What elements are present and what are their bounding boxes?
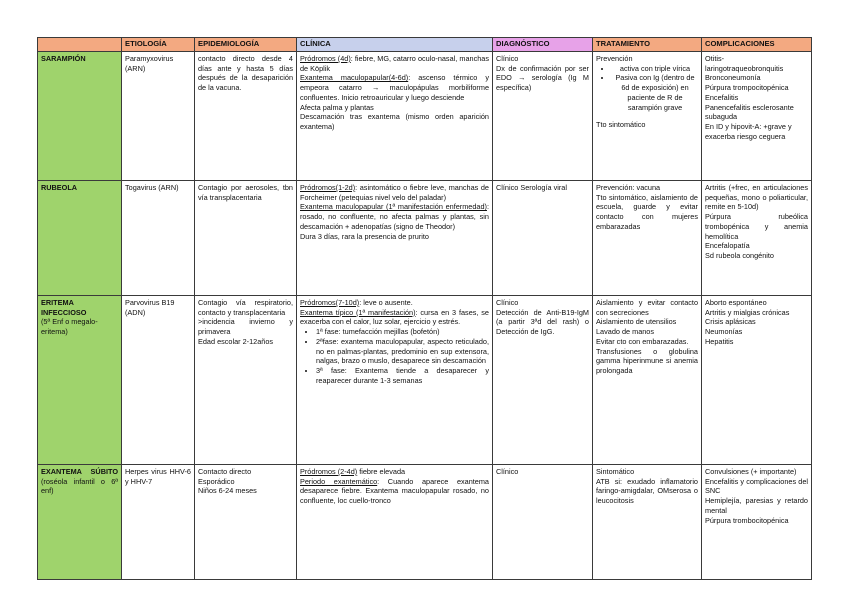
header-diagnostico: DIAGNÓSTICO xyxy=(493,38,593,52)
clinica-text: : Cuando aparece exantema desaparece fiebre. Exantema maculopapular rosado, no confluente, loc cuello-tronco xyxy=(300,476,489,506)
diagnostico-cell: Clínico Dx de confirmación por ser EDO → serología (Ig M específica) xyxy=(493,52,593,181)
disease-name-cell xyxy=(38,296,122,465)
tratamiento-list xyxy=(596,64,698,113)
clinica-cell xyxy=(297,52,493,181)
exanthem-table xyxy=(37,37,812,580)
clinica-cell xyxy=(297,181,493,296)
disease-name: RUBEOLA xyxy=(38,181,122,296)
tratamiento-cell xyxy=(593,52,702,181)
epidemiologia-cell: contacto directo desde 4 días ante y hasta 5 días después de la desaparición de la vacuna. xyxy=(195,52,297,181)
tratamiento-title: Prevención xyxy=(596,54,633,63)
complicaciones-cell: Convulsiones (+ importante) Encefalitis y complicaciones del SNC Hemiplejía, paresias y retardo mental Púrpura trombocitopénica xyxy=(702,465,812,580)
tratamiento-extra: Tto sintomático xyxy=(596,120,646,130)
clinica-label: Exantema típico (1ª manifestación) xyxy=(300,307,416,317)
tratamiento-cell: Aislamiento y evitar contacto con secreciones Aislamiento de utensilios Lavado de manos Evitar cto con embarazadas. Transfusiones o globulina gamma hiperinmune si anemia prolongada xyxy=(593,296,702,465)
clinica-text: Afecta palma y plantas xyxy=(300,102,374,112)
header-epidemiologia: EPIDEMIOLOGÍA xyxy=(195,38,297,52)
table-row xyxy=(38,465,812,580)
clinica-text: fiebre elevada xyxy=(357,467,406,476)
tratamiento-cell: Sintomático ATB si: exudado inflamatorio faringo-amigdalar, OMserosa o leucocitosis xyxy=(593,465,702,580)
disease-name: SARAMPIÓN xyxy=(38,52,122,181)
header-clinica: CLÍNICA xyxy=(297,38,493,52)
table-row xyxy=(38,181,812,296)
etiologia-cell: Paramyxovirus (ARN) xyxy=(122,52,195,181)
disease-name-cell xyxy=(38,465,122,580)
clinica-text: : cursa en 3 fases, se exacerba con el calor, luz solar, ejercicio y estrés. xyxy=(300,307,489,327)
clinica-list xyxy=(300,327,489,385)
clinica-label: Periodo exantemático xyxy=(300,476,378,486)
clinica-text: : ascenso térmico y empeora catarro → maculopápulas morbiliforme confluentes. Inicio retroauricular y luego desciende xyxy=(300,73,490,102)
epidemiologia-cell: Contacto directo Esporádico Niños 6-24 meses xyxy=(195,465,297,580)
clinica-text: Dura 3 días, rara la presencia de prurito xyxy=(300,231,429,241)
clinica-label: Pródromos(1-2d) xyxy=(300,183,356,192)
clinica-text: : rosado, no confluente, no afecta palmas y plantas, sin descamación + adenopatías (signo de Theodor) xyxy=(300,202,489,231)
header-etiologia: ETIOLOGÍA xyxy=(122,38,195,52)
clinica-label: Pródromos(7-10d) xyxy=(300,298,360,307)
epidemiologia-cell: Contagio vía respiratorio, contacto y transplacentaria >incidencia invierno y primavera Edad escolar 2-12años xyxy=(195,296,297,465)
disease-name: ERITEMA INFECCIOSO xyxy=(41,298,87,317)
clinica-text: : leve o ausente. xyxy=(359,298,413,307)
clinica-label: Pródromos (2-4d) xyxy=(300,467,358,476)
header-blank xyxy=(38,38,122,52)
clinica-label: Pródromos (4d) xyxy=(300,54,351,63)
clinica-label: Exantema maculopapular(4-6d) xyxy=(300,73,409,83)
etiologia-cell: Herpes virus HHV-6 y HHV-7 xyxy=(122,465,195,580)
clinica-cell xyxy=(297,465,493,580)
complicaciones-cell: Otitis- laringotraqueobronquitis Bronconeumonía Púrpura trompocitopénica Encefalitis Panencefalitis esclerosante subaguda En ID y hipovit-A: +grave y exacerba riesgo ceguera xyxy=(702,52,812,181)
disease-subname: (roséola infantil o 6ª enf) xyxy=(41,476,118,496)
header-row xyxy=(38,38,812,52)
diagnostico-cell: Clínico xyxy=(493,465,593,580)
disease-subname: (5ª Enf o megalo-eritema) xyxy=(41,317,98,337)
clinica-cell xyxy=(297,296,493,465)
tratamiento-cell: Prevención: vacuna Tto sintomático, aislamiento de escuela, guarde y evitar contacto con mujeres embarazadas xyxy=(593,181,702,296)
diagnostico-cell: Clínico Serología viral xyxy=(493,181,593,296)
clinica-text: : asintomático o fiebre leve, manchas de Forcheimer (petequias nivel velo del paladar) xyxy=(300,183,489,202)
table-row xyxy=(38,296,812,465)
complicaciones-cell: Artritis (+frec, en articulaciones pequeñas, mono o poliarticular, remite en 5-10d) Púrpura rubeólica trombopénica y anemia hemolítica Encefalopatía Sd rubeola congénito xyxy=(702,181,812,296)
etiologia-cell: Parvovirus B19 (ADN) xyxy=(122,296,195,465)
list-item: • activa con triple vírica xyxy=(612,64,698,74)
clinica-label: Exantema maculopapular (1ª manifestación enfermedad) xyxy=(300,202,487,212)
clinica-text: Descamación tras exantema (mismo orden aparición exantema) xyxy=(300,112,489,131)
list-item: • Pasiva con Ig (dentro de 6d de exposición) en paciente de R de sarampión grave xyxy=(612,73,698,112)
list-item: • 2ªfase: exantema maculopapular, aspecto reticulado, no en palmas-plantas, predominio en sup extensora, nalgas, brazo o muslo, desaparece sin descamación xyxy=(316,337,489,366)
etiologia-cell: Togavirus (ARN) xyxy=(122,181,195,296)
epidemiologia-cell: Contagio por aerosoles, tbn vía transplacentaria xyxy=(195,181,297,296)
clinica-text: : fiebre, MG, catarro oculo-nasal, manchas de Köplik xyxy=(300,54,489,73)
list-item: • 1ª fase: tumefacción mejillas (bofetón) xyxy=(316,327,489,337)
list-item: • 3ª fase: Exantema tiende a desaparecer y reaparecer durante 1-3 semanas xyxy=(316,366,489,385)
complicaciones-cell: Aborto espontáneo Artritis y mialgias crónicas Crisis aplásicas Neumonías Hepatitis xyxy=(702,296,812,465)
header-complicaciones: COMPLICACIONES xyxy=(702,38,812,52)
header-tratamiento: TRATAMIENTO xyxy=(593,38,702,52)
diagnostico-cell: Clínico Detección de Anti-B19-IgM (a partir 3ªd del rash) o Detección de IgG. xyxy=(493,296,593,465)
disease-name: EXANTEMA SÚBITO xyxy=(41,467,118,476)
table-row xyxy=(38,52,812,181)
